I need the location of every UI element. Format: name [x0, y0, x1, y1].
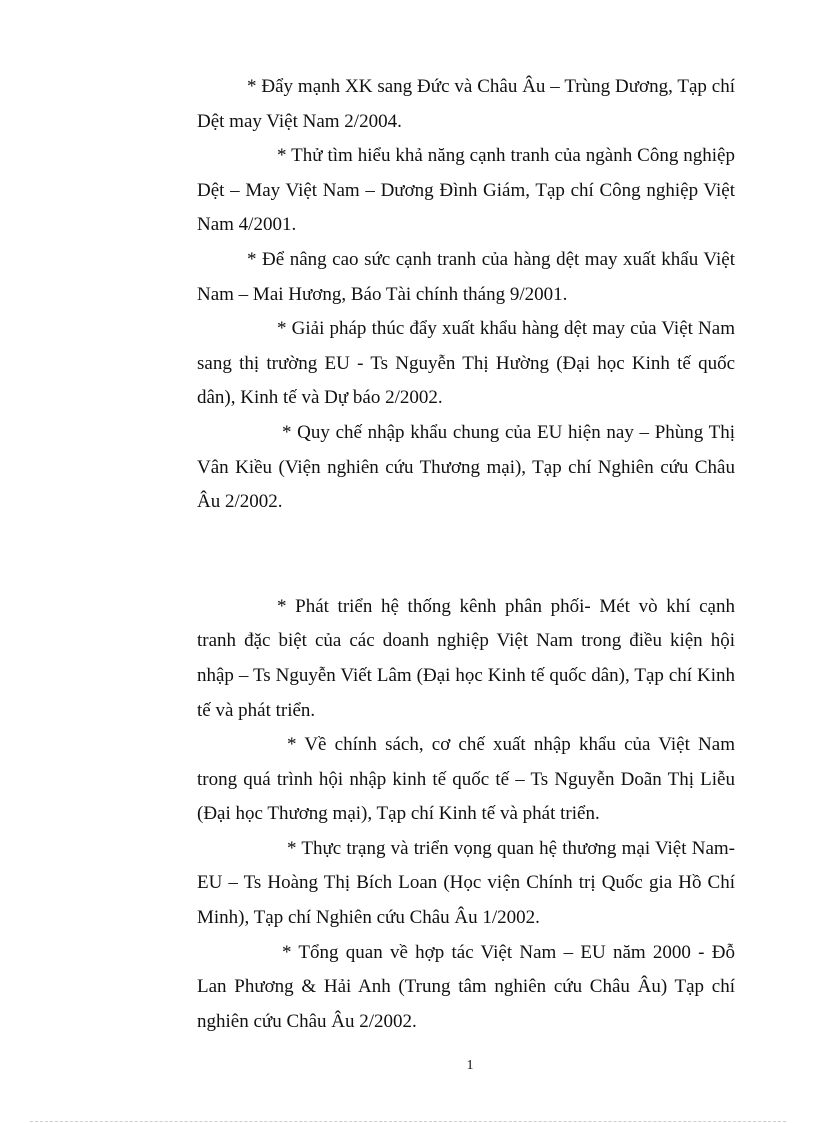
reference-entry-1: * Đẩy mạnh XK sang Đức và Châu Âu – Trùng Dương, Tạp chí Dệt may Việt Nam 2/2004. — [197, 76, 735, 132]
reference-list — [197, 70, 735, 1039]
reference-entry-3: * Để nâng cao sức cạnh tranh của hàng dệt may xuất khẩu Việt Nam – Mai Hương, Báo Tài chính tháng 9/2001. — [197, 248, 735, 305]
page-bottom-divider — [30, 1121, 786, 1122]
reference-entry-4: * Giải pháp thúc đẩy xuất khẩu hàng dệt may của Việt Nam sang thị trường EU - Ts Nguyễn Thị Hường (Đại học Kinh tế quốc dân), Kinh tế và Dự báo 2/2002. — [197, 318, 735, 409]
reference-entry-7: * Về chính sách, cơ chế xuất nhập khẩu của Việt Nam trong quá trình hội nhập kinh tế quốc tế – Ts Nguyễn Doãn Thị Liễu (Đại học Thương mại), Tạp chí Kinh tế và phát triển. — [197, 734, 735, 825]
reference-entry-2: * Thử tìm hiểu khả năng cạnh tranh của ngành Công nghiệp Dệt – May Việt Nam – Dương Đình Giám, Tạp chí Công nghiệp Việt Nam 4/2001. — [197, 145, 735, 236]
reference-entry-6: * Phát triển hệ thống kênh phân phối- Mét vò khí cạnh tranh đặc biệt của các doanh nghiệp Việt Nam trong điều kiện hội nhập – Ts Nguyễn Viết Lâm (Đại học Kinh tế quốc dân), Tạp chí Kinh tế và phát triển. — [197, 595, 735, 721]
reference-entry-8: * Thực trạng và triển vọng quan hệ thương mại Việt Nam- EU – Ts Hoàng Thị Bích Loan (Học viện Chính trị Quốc gia Hồ Chí Minh), Tạp chí Nghiên cứu Châu Âu 1/2002. — [197, 837, 735, 929]
reference-entry-9: * Tổng quan về hợp tác Việt Nam – EU năm 2000 - Đỗ Lan Phương & Hải Anh (Trung tâm nghiên cứu Châu Âu) Tạp chí nghiên cứu Châu Âu 2/2002. — [197, 941, 735, 1032]
reference-entry-5: * Quy chế nhập khẩu chung của EU hiện nay – Phùng Thị Vân Kiều (Viện nghiên cứu Thương mại), Tạp chí Nghiên cứu Châu Âu 2/2002. — [197, 421, 735, 513]
page-number: 1 — [466, 1058, 474, 1073]
